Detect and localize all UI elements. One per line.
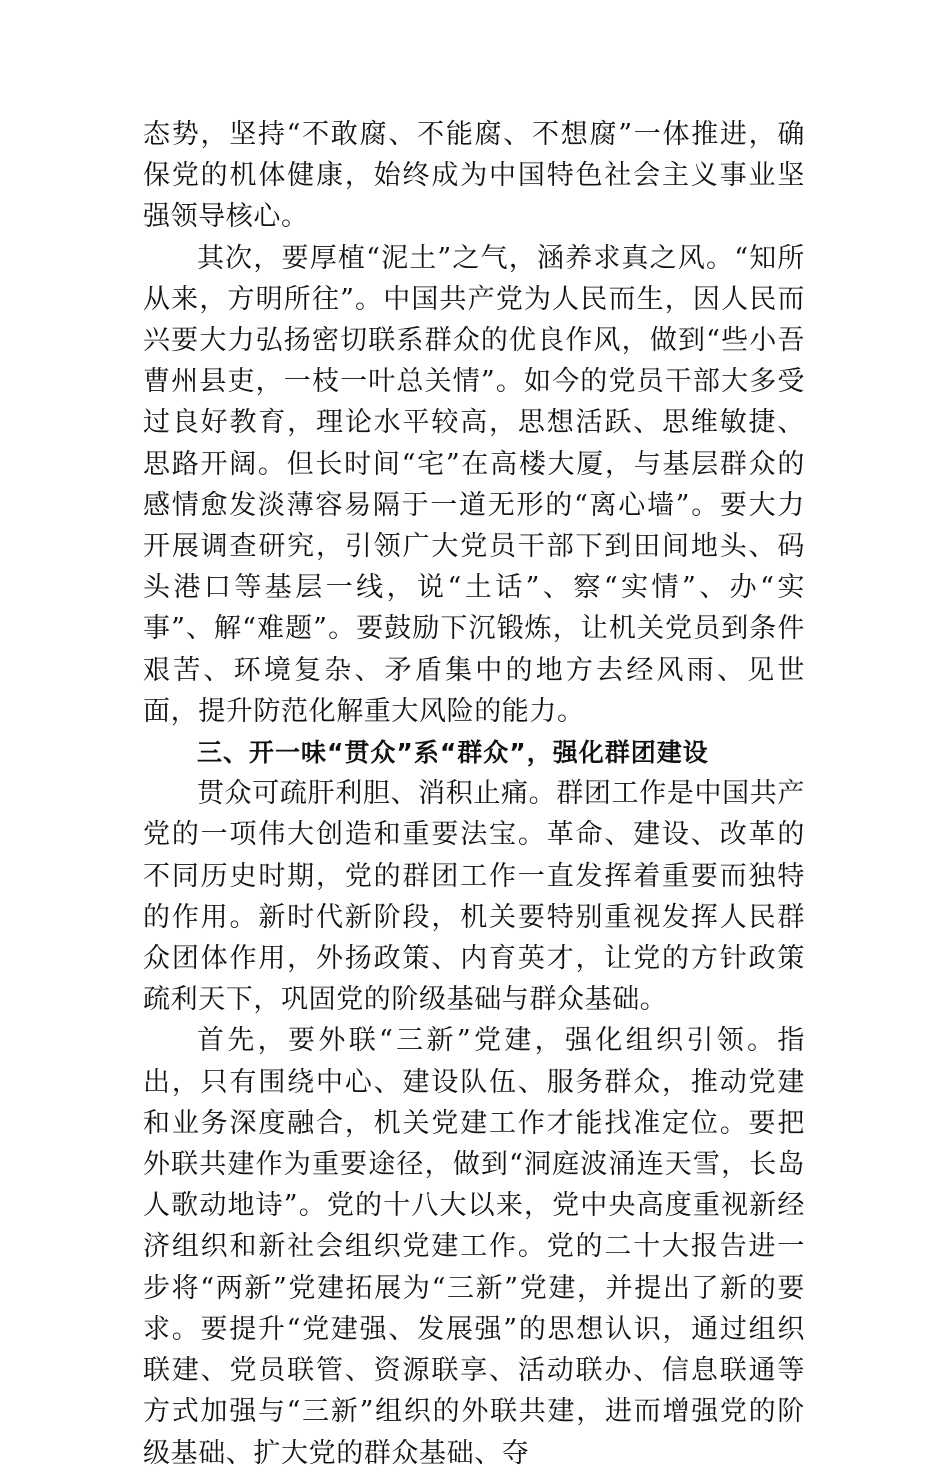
paragraph-mass-line: 其次，要厚植“泥土”之气，涵养求真之风。“知所从来，方明所往”。中国共产党为人民而生，因人民而兴要大力弘扬密切联系群众的优良作风，做到“些小吾曹州县吏，一枝一叶总关情”。如今的党员干部大多受过良好教育，理论水平较高，思想活跃、思维敏捷、思路开阔。但长时间“宅”在高楼大厦，与基层群众的感情愈发淡薄容易隔于一道无形的“离心墙”。要大力开展调查研究，引领广大党员干部下到田间地头、码头港口等基层一线，说“土话”、察“实情”、办“实事”、解“难题”。要鼓励下沉锻炼，让机关党员到条件艰苦、环境复杂、矛盾集中的地方去经风雨、见世面，提升防范化解重大风险的能力。 — [143, 242, 805, 727]
section-heading: 三、开一味“贯众”系“群众”，强化群团建设 — [197, 738, 709, 768]
paragraph-party-building: 首先，要外联“三新”党建，强化组织引领。指出，只有围绕中心、建设队伍、服务群众，推动党建和业务深度融合，机关党建工作才能找准定位。要把外联共建作为重要途径，做到“洞庭波涌连天雪，长岛人歌动地诗”。党的十八大以来，党中央高度重视新经济组织和新社会组织党建工作。党的二十大报告进一步将“两新”党建拓展为“三新”党建，并提出了新的要求。要提升“党建强、发展强”的思想认识，通过组织联建、党员联管、资源联享、活动联办、信息联通等方式加强与“三新”组织的外联共建，进而增强党的阶级基础、扩大党的群众基础、夺 — [143, 1025, 805, 1469]
document-page — [143, 114, 805, 1474]
paragraph-continuation: 态势，坚持“不敢腐、不能腐、不想腐”一体推进，确保党的机体健康，始终成为中国特色社会主义事业坚强领导核心。 — [143, 119, 805, 233]
paragraph-mass-organizations: 贯众可疏肝利胆、消积止痛。群团工作是中国共产党的一项伟大创造和重要法宝。革命、建设、改革的不同历史时期，党的群团工作一直发挥着重要而独特的作用。新时代新阶段，机关要特别重视发挥人民群众团体作用，外扬政策、内育英才，让党的方针政策疏利天下，巩固党的阶级基础与群众基础。 — [143, 778, 805, 1016]
